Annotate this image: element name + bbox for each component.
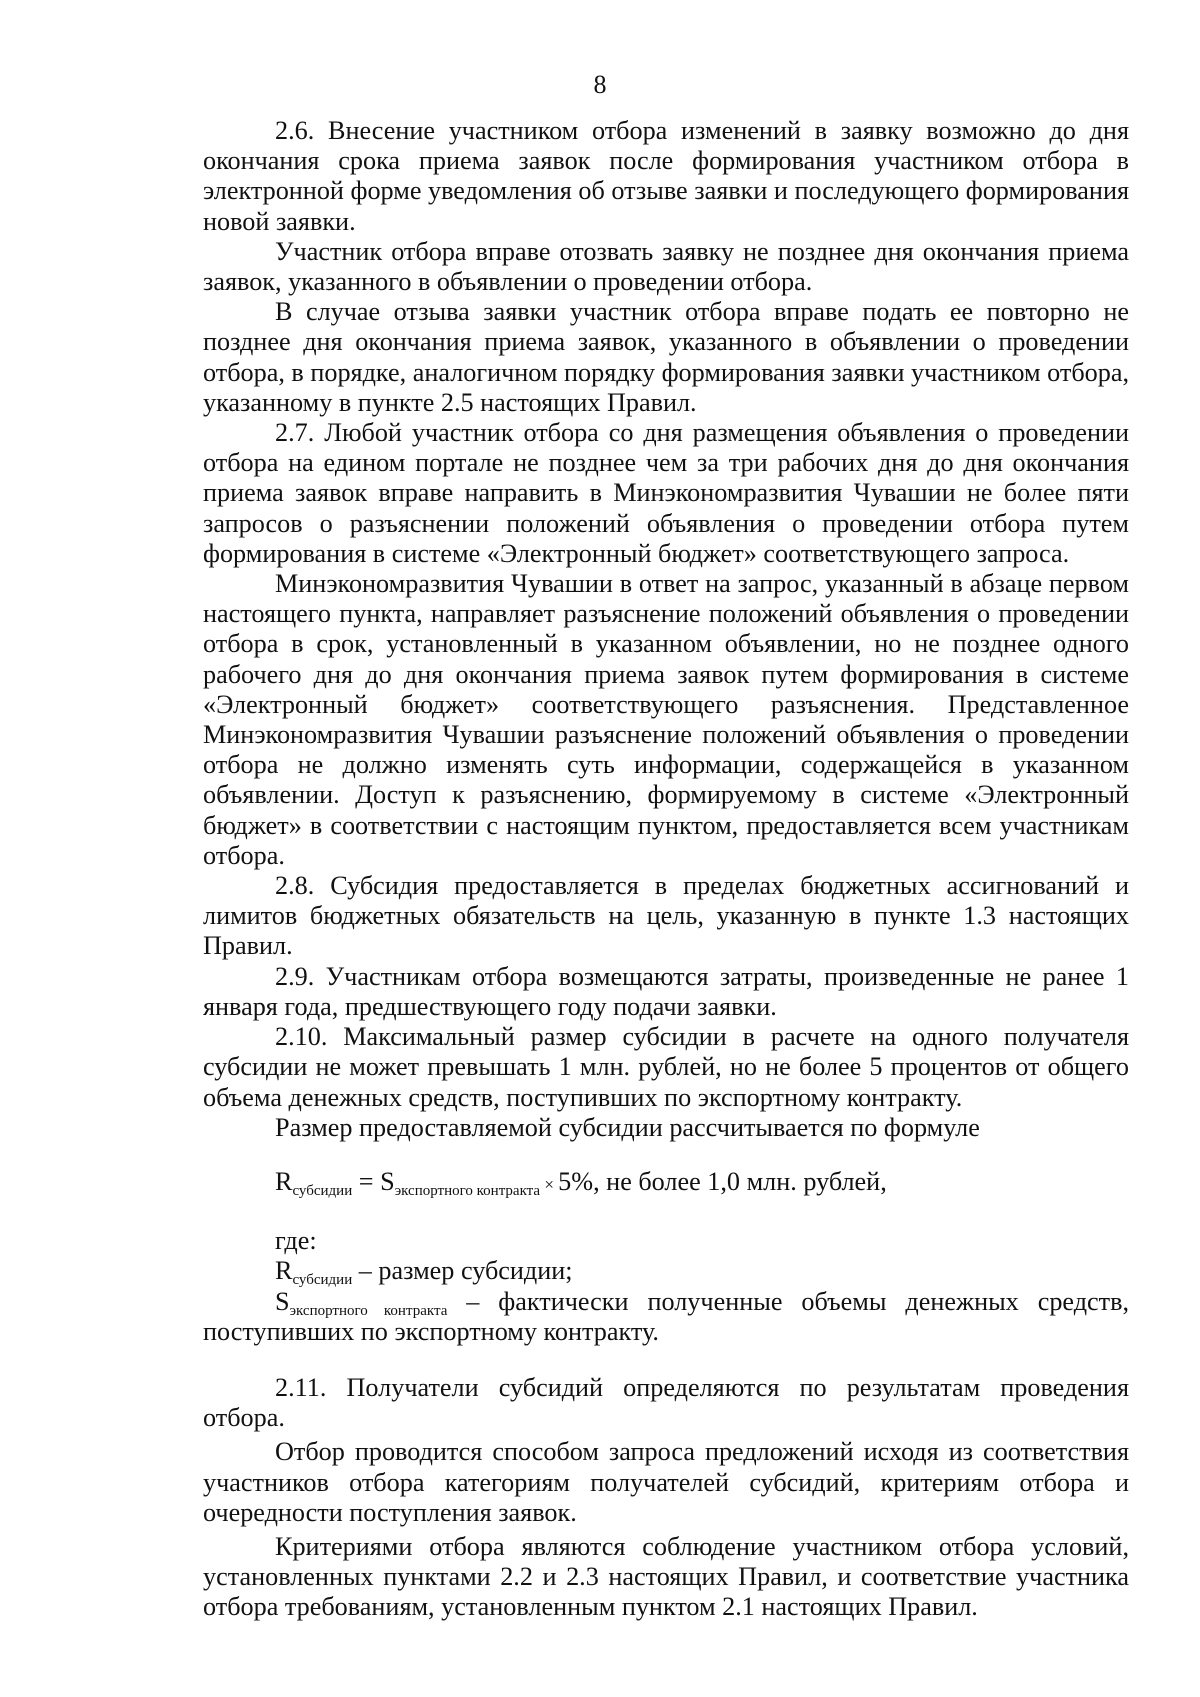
page-number: 8: [593, 70, 607, 99]
formula-r-subscript: субсидии: [292, 1182, 353, 1199]
where-s-definition: [203, 1287, 1129, 1347]
paragraph-withdraw: Участник отбора вправе отозвать заявку не позднее дня окончания приема заявок, указанного в объявлении о проведении отбора.: [203, 236, 1129, 297]
formula-equals: =: [352, 1166, 381, 1196]
paragraph-resubmit: В случае отзыва заявки участник отбора вправе подать ее повторно не позднее дня окончания приема заявок, указанного в объявлении о проведении отбора, в порядке, аналогичном порядку формирования заявки участником отбора, указанному в пункте 2.5 настоящих Правил.: [203, 297, 1129, 417]
where-r-subscript: субсидии: [292, 1272, 353, 1289]
formula-times: ×: [540, 1174, 559, 1194]
formula-s-subscript: экспортного контракта: [394, 1182, 541, 1199]
where-label: где:: [275, 1226, 317, 1256]
where-s-description: – фактически полученные объемы денежных средств, поступивших по экспортному контракту.: [203, 1286, 1129, 1346]
paragraph-2-8: 2.8. Субсидия предоставляется в пределах бюджетных ассигнований и лимитов бюджетных обязательств на цель, указанную в пункте 1.3 настоящих Правил.: [203, 871, 1129, 961]
paragraph-selection-method: Отбор проводится способом запроса предложений исходя из соответствия участников отбора категориям получателей субсидий, критериям отбора и очередности поступления заявок.: [203, 1437, 1129, 1527]
document-body: [203, 116, 1129, 1623]
formula-s: S: [380, 1166, 395, 1196]
formula-rest: 5%, не более 1,0 млн. рублей,: [558, 1166, 887, 1196]
formula-r: R: [275, 1166, 293, 1196]
subsidy-formula: [203, 1167, 1129, 1200]
where-r-description: – размер субсидии;: [352, 1256, 573, 1286]
paragraph-2-10: 2.10. Максимальный размер субсидии в расчете на одного получателя субсидии не может превышать 1 млн. рублей, но не более 5 процентов от общего объема денежных средств, поступивших по экспортному контракту.: [203, 1022, 1129, 1112]
paragraph-2-11: 2.11. Получатели субсидий определяются по результатам проведения отбора.: [203, 1372, 1129, 1433]
paragraph-2-9: 2.9. Участникам отбора возмещаются затраты, произведенные не ранее 1 января года, предшествующего году подачи заявки.: [203, 961, 1129, 1021]
where-r: R: [275, 1256, 293, 1286]
paragraph-2-6: 2.6. Внесение участником отбора изменений в заявку возможно до дня окончания срока приема заявок после формирования участником отбора в электронной форме уведомления об отзыве заявки и последующего формирования новой заявки.: [203, 116, 1129, 236]
paragraph-formula-intro: Размер предоставляемой субсидии рассчитывается по формуле: [275, 1112, 980, 1142]
where-s: S: [275, 1286, 290, 1316]
paragraph-selection-criteria: Критериями отбора являются соблюдение участником отбора условий, установленных пунктами 2.2 и 2.3 настоящих Правил, и соответствие участника отбора требованиям, установленным пунктом 2.1 настоящих Правил.: [203, 1531, 1129, 1622]
where-r-definition: [203, 1256, 1129, 1289]
where-s-subscript: экспортного контракта: [289, 1302, 448, 1319]
paragraph-2-7: 2.7. Любой участник отбора со дня размещения объявления о проведении отбора на едином портале не позднее чем за три рабочих дня до дня окончания приема заявок вправе направить в Минэкономразвития Чувашии не более пяти запросов о разъяснении положений объявления о проведении отбора путем формирования в системе «Электронный бюджет» соответствующего запроса.: [203, 418, 1129, 568]
paragraph-clarification: Минэкономразвития Чувашии в ответ на запрос, указанный в абзаце первом настоящего пункта, направляет разъяснение положений объявления о проведении отбора в срок, установленный в указанном объявлении, но не позднее одного рабочего дня до дня окончания приема заявок путем формирования в системе «Электронный бюджет» соответствующего разъяснения. Представленное Минэкономразвития Чувашии разъяснение положений объявления о проведении отбора не должно изменять суть информации, содержащейся в указанном объявлении. Доступ к разъяснению, формируемому в системе «Электронный бюджет» в соответствии с настоящим пунктом, предоставляется всем участникам отбора.: [203, 569, 1129, 870]
